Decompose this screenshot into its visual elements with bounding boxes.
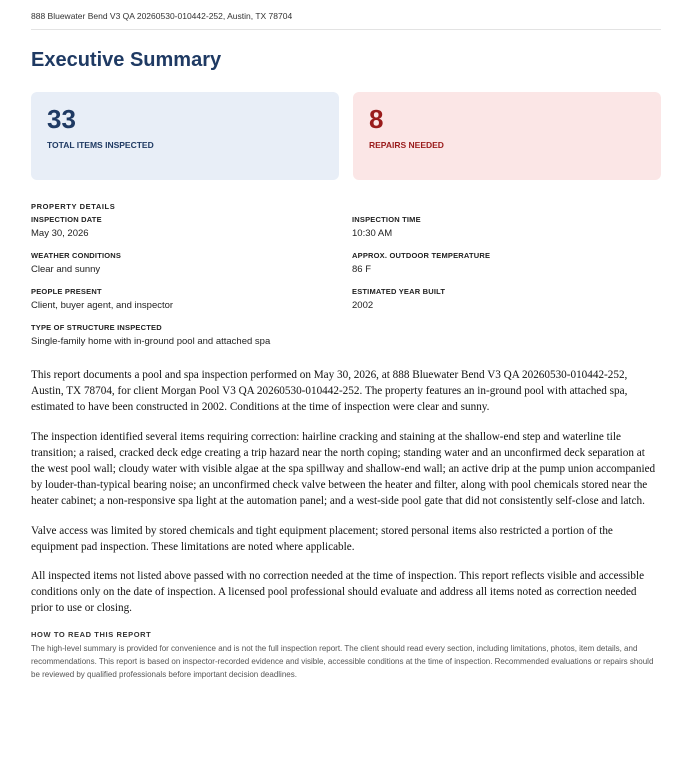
page-title: Executive Summary: [31, 49, 222, 71]
field-label: APPROX. OUTDOOR TEMPERATURE: [352, 251, 491, 260]
year-built-field: [352, 287, 661, 311]
inspection-time-field: [352, 215, 661, 239]
property-details-heading: PROPERTY DETAILS: [31, 202, 116, 211]
field-label: PEOPLE PRESENT: [31, 287, 102, 296]
property-address-header: 888 Bluewater Bend V3 QA 20260530-010442-252, Austin, TX 78704: [31, 11, 661, 30]
people-present-field: [31, 287, 352, 311]
field-value: Client, buyer agent, and inspector: [31, 300, 174, 311]
repairs-needed-count: 8: [369, 104, 384, 134]
field-label: ESTIMATED YEAR BUILT: [352, 287, 446, 296]
summary-paragraph: This report documents a pool and spa inspection performed on May 30, 2026, at 888 Bluewater Bend V3 QA 20260530-010442-252, Austin, TX 78704, for client Morgan Pool V3 QA 20260530-010442-252. The property features an in-ground pool with attached spa, estimated to have been constructed in 2002. Conditions at the time of inspection were clear and sunny.: [31, 369, 628, 414]
outdoor-temperature-field: [352, 251, 661, 275]
field-label: WEATHER CONDITIONS: [31, 251, 122, 260]
field-value: 86 F: [352, 264, 372, 275]
total-items-count: 33: [47, 104, 76, 134]
report-page: [31, 0, 661, 681]
summary-paragraph: All inspected items not listed above passed with no correction needed at the time of inspection. This report reflects visible and accessible conditions only on the date of inspection. A licensed pool professional should evaluate and address all items noted as correction needed prior to use or closing.: [31, 570, 645, 615]
summary-body: [31, 367, 661, 617]
field-value: 2002: [352, 300, 374, 311]
total-items-label: TOTAL ITEMS INSPECTED: [47, 140, 154, 150]
field-label: TYPE OF STRUCTURE INSPECTED: [31, 323, 162, 332]
property-details-grid: [31, 215, 661, 311]
summary-paragraph: Valve access was limited by stored chemicals and tight equipment placement; stored personal items also restricted a portion of the equipment pad inspection. These limitations are noted where applicable.: [31, 524, 613, 553]
inspection-date-field: [31, 215, 352, 239]
repairs-needed-label: REPAIRS NEEDED: [369, 140, 444, 150]
structure-type-field: [31, 323, 661, 347]
field-label: INSPECTION DATE: [31, 215, 102, 224]
weather-conditions-field: [31, 251, 352, 275]
field-value: 10:30 AM: [352, 228, 393, 239]
total-items-card: [31, 92, 339, 180]
how-to-read-heading: HOW TO READ THIS REPORT: [31, 629, 152, 639]
summary-cards: [31, 92, 661, 180]
field-label: INSPECTION TIME: [352, 215, 421, 224]
field-value: Single-family home with in-ground pool and attached spa: [31, 336, 271, 347]
how-to-read-text: The high-level summary is provided for convenience and is not the full inspection report. The client should read every section, including limitations, photos, item details, and recommendations. This report is based on inspector-recorded evidence and visible, accessible conditions at the time of inspection. Recommended evaluations or repairs should be reviewed by qualified professionals before important decision deadlines.: [31, 643, 654, 679]
summary-paragraph: The inspection identified several items requiring correction: hairline cracking and staining at the shallow-end step and waterline tile transition; a raised, cracked deck edge creating a trip hazard near the north coping; standing water and an unconfirmed deck separation at the west pool wall; cloudy water with visible algae at the spa spillway and shallow-end wall; an active drip at the pump union accompanied by louder-than-typical bearing noise; an unconfirmed check valve between the heater and filter, along with pool chemicals stored near the heater cabinet; a non-responsive spa light at the automation panel; and a west-side pool gate that did not consistently self-close and latch.: [31, 430, 656, 508]
repairs-needed-card: [353, 92, 661, 180]
field-value: May 30, 2026: [31, 228, 89, 239]
field-value: Clear and sunny: [31, 264, 101, 275]
